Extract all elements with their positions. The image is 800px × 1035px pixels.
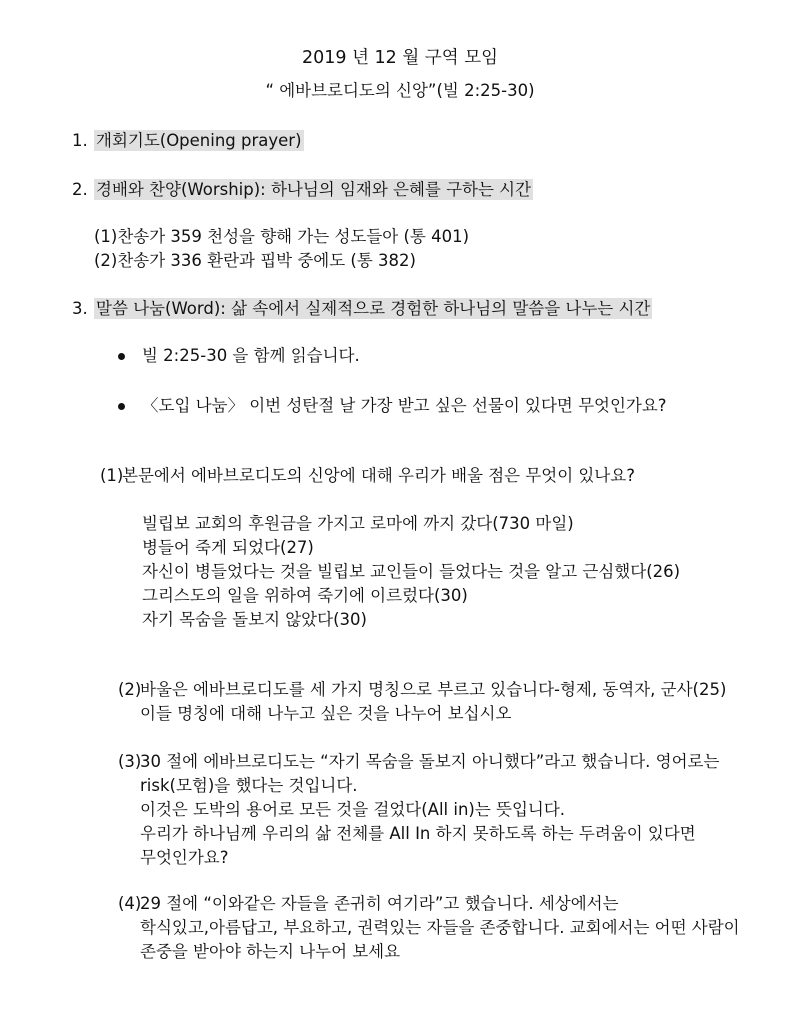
answer-line: 빌립보 교회의 후원금을 가지고 로마에 까지 갔다(730 마일)	[142, 514, 574, 533]
document-subtitle: “ 에바브로디도의 신앙”(빌 2:25-30)	[265, 81, 535, 100]
document-title: 2019 년 12 월 구역 모임	[301, 48, 499, 68]
answer-line: 그리스도의 일을 위하여 죽기에 이르렀다(30)	[142, 586, 468, 605]
section-1-number: 1.	[72, 131, 88, 150]
bullet-dot-icon	[118, 403, 125, 410]
bullet-item-2: 〈도입 나눔〉 이번 성탄절 날 가장 받고 싶은 선물이 있다면 무엇인가요?	[142, 396, 667, 415]
question-2-line: 바울은 에바브로디도를 세 가지 명칭으로 부르고 있습니다-형제, 동역자, 군사(25)	[140, 680, 727, 699]
bullet-item-1: 빌 2:25-30 을 함께 읽습니다.	[142, 346, 360, 365]
question-3-line: 이것은 도박의 용어로 모든 것을 걸었다(All in)는 뜻입니다.	[140, 800, 566, 819]
bullet-dot-icon	[118, 353, 125, 360]
question-3-label: (3)	[118, 752, 142, 771]
question-2-label: (2)	[118, 680, 142, 699]
answer-line: 자기 목숨을 돌보지 않았다(30)	[142, 610, 367, 629]
question-3-line: 30 절에 에바브로디도는 “자기 목숨을 돌보지 아니했다”라고 했습니다. 영어로는	[140, 752, 720, 771]
question-4-line: 29 절에 “이와같은 자들을 존귀히 여기라”고 했습니다. 세상에서는	[140, 894, 619, 913]
section-2-number: 2.	[72, 180, 88, 199]
answer-line: 병들어 죽게 되었다(27)	[142, 538, 314, 557]
hymn-item-1: (1)찬송가 359 천성을 향해 가는 성도들아 (통 401)	[94, 227, 470, 246]
section-3-heading-text: 말씀 나눔(Word): 삶 속에서 실제적으로 경험한 하나님의 말씀을 나누는 시간	[96, 299, 651, 318]
question-4-line: 학식있고,아름답고, 부요하고, 권력있는 자들을 존중합니다. 교회에서는 어떤 사람이	[140, 918, 740, 937]
question-4-line: 존중을 받아야 하는지 나누어 보세요	[140, 942, 401, 961]
question-4-label: (4)	[118, 894, 142, 913]
section-1-heading	[94, 130, 304, 152]
question-2-line: 이들 명칭에 대해 나누고 싶은 것을 나누어 보십시오	[140, 704, 512, 723]
hymn-item-2: (2)찬송가 336 환란과 핍박 중에도 (통 382)	[94, 251, 416, 270]
question-3-line: risk(모험)을 했다는 것입니다.	[140, 776, 358, 795]
question-1-text: 본문에서 에바브로디도의 신앙에 대해 우리가 배울 점은 무엇이 있나요?	[122, 466, 635, 485]
question-3-line: 무엇인가요?	[140, 848, 229, 867]
section-3-number: 3.	[72, 299, 88, 318]
section-2-heading-text: 경배와 찬양(Worship): 하나님의 임재와 은혜를 구하는 시간	[96, 180, 532, 199]
section-3-heading	[94, 298, 652, 320]
question-3-line: 우리가 하나님께 우리의 삶 전체를 All In 하지 못하도록 하는 두려움이 있다면	[140, 824, 696, 843]
section-2-heading	[94, 179, 533, 201]
section-1-heading-text: 개회기도(Opening prayer)	[96, 131, 302, 150]
answer-line: 자신이 병들었다는 것을 빌립보 교인들이 들었다는 것을 알고 근심했다(26)	[142, 562, 681, 581]
question-1-label: (1)	[100, 466, 124, 485]
